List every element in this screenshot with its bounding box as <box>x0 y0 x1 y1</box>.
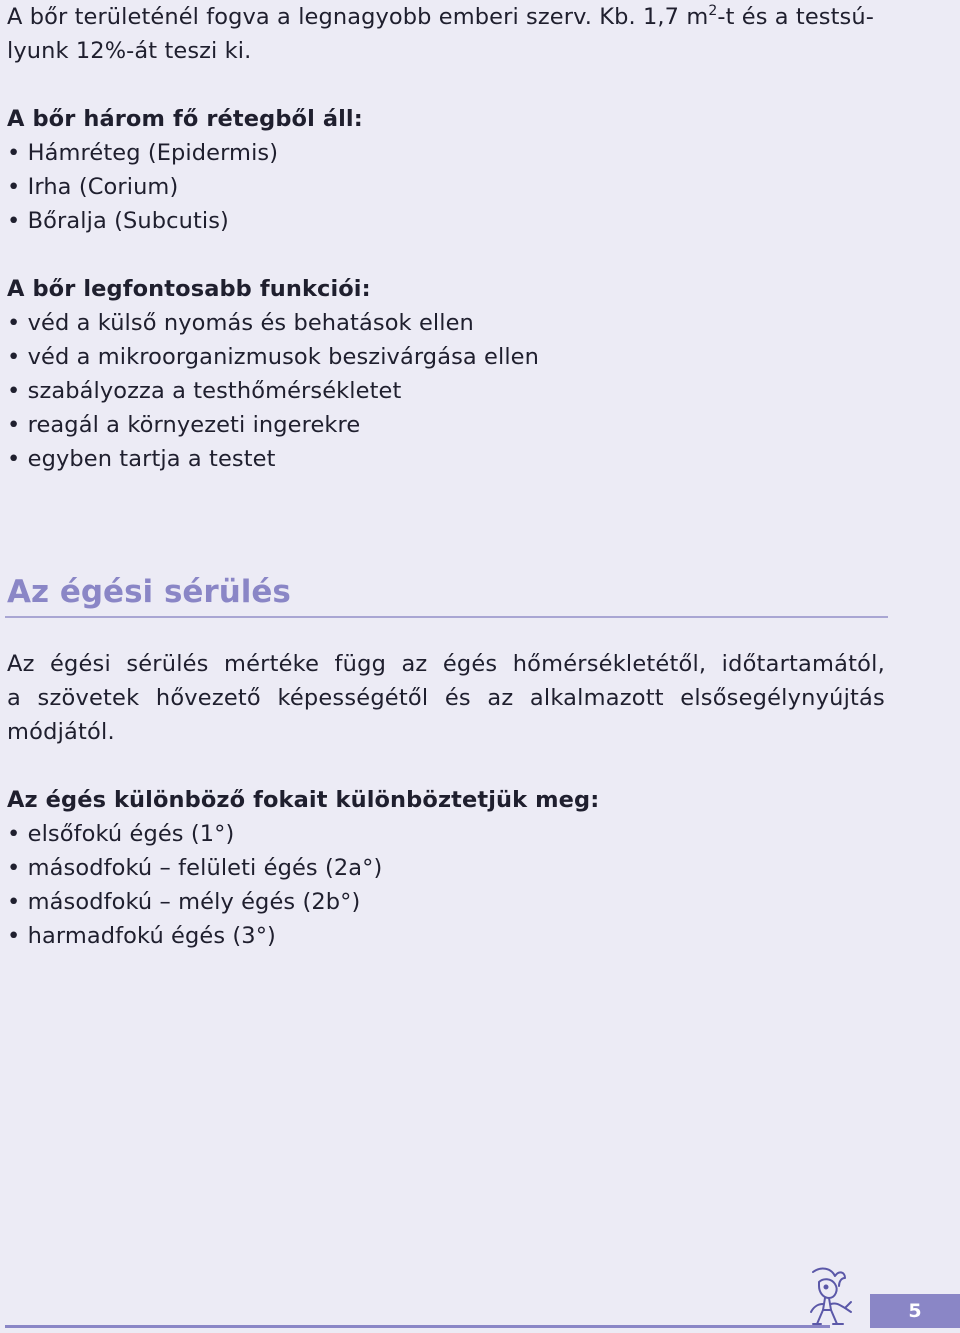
layers-title: A bőr három fő rétegből áll: <box>7 106 363 132</box>
paragraph-word: az <box>401 651 428 677</box>
paragraph-word: égési <box>49 651 111 677</box>
degree-item: • másodfokú – felületi égés (2a°) <box>7 851 382 885</box>
intro-line-1: A bőr területénél fogva a legnagyobb emberi szerv. Kb. 1,7 $m^2-t$ és a testsú- <box>7 3 874 30</box>
degree-item: • másodfokú – mély égés (2b°) <box>7 885 360 919</box>
function-item: • egyben tartja a testet <box>7 442 276 476</box>
layer-item: • Bőralja (Subcutis) <box>7 204 229 238</box>
section-heading: Az égési sérülés <box>7 574 291 610</box>
paragraph-word: időtartamától, <box>721 651 885 677</box>
function-item: • reagál a környezeti ingerekre <box>7 408 360 442</box>
intro-line-2: lyunk 12%-át teszi ki. <box>7 38 252 64</box>
paragraph-word: Az <box>7 651 35 677</box>
paragraph-line-1 <box>7 647 885 681</box>
function-item: • szabályozza a testhőmérsékletet <box>7 374 401 408</box>
paragraph-word: mértéke <box>223 651 320 677</box>
function-item: • véd a külső nyomás és behatások ellen <box>7 306 474 340</box>
paragraph-line-2 <box>7 681 885 715</box>
paragraph-word: az <box>487 685 514 711</box>
paragraph-word: hővezető <box>155 685 261 711</box>
paragraph-word: függ <box>334 651 387 677</box>
paragraph-word: sérülés <box>126 651 209 677</box>
paragraph-line-3: módjától. <box>7 719 115 745</box>
page-number-badge: 5 <box>870 1294 960 1328</box>
layer-item: • Hámréteg (Epidermis) <box>7 136 278 170</box>
paragraph-word: képességétől <box>277 685 429 711</box>
functions-title: A bőr legfontosabb funkciói: <box>7 276 371 302</box>
paragraph-word: elsősegélynyújtás <box>680 685 885 711</box>
degrees-title: Az égés különböző fokait különböztetjük meg: <box>7 787 600 813</box>
degree-item: • elsőfokú égés (1°) <box>7 817 234 851</box>
footer-rule <box>5 1325 830 1328</box>
paragraph-word: a <box>7 685 21 711</box>
paragraph-word: és <box>444 685 471 711</box>
function-item: • véd a mikroorganizmusok beszivárgása ellen <box>7 340 539 374</box>
paragraph-word: égés <box>442 651 498 677</box>
layer-item: • Irha (Corium) <box>7 170 178 204</box>
heading-divider <box>5 616 888 618</box>
paragraph-word: szövetek <box>37 685 140 711</box>
mascot-icon <box>805 1264 855 1330</box>
paragraph-word: hőmérsékletétől, <box>512 651 707 677</box>
superscript: 2 <box>708 3 718 19</box>
paragraph-word: alkalmazott <box>529 685 664 711</box>
degree-item: • harmadfokú égés (3°) <box>7 919 276 953</box>
